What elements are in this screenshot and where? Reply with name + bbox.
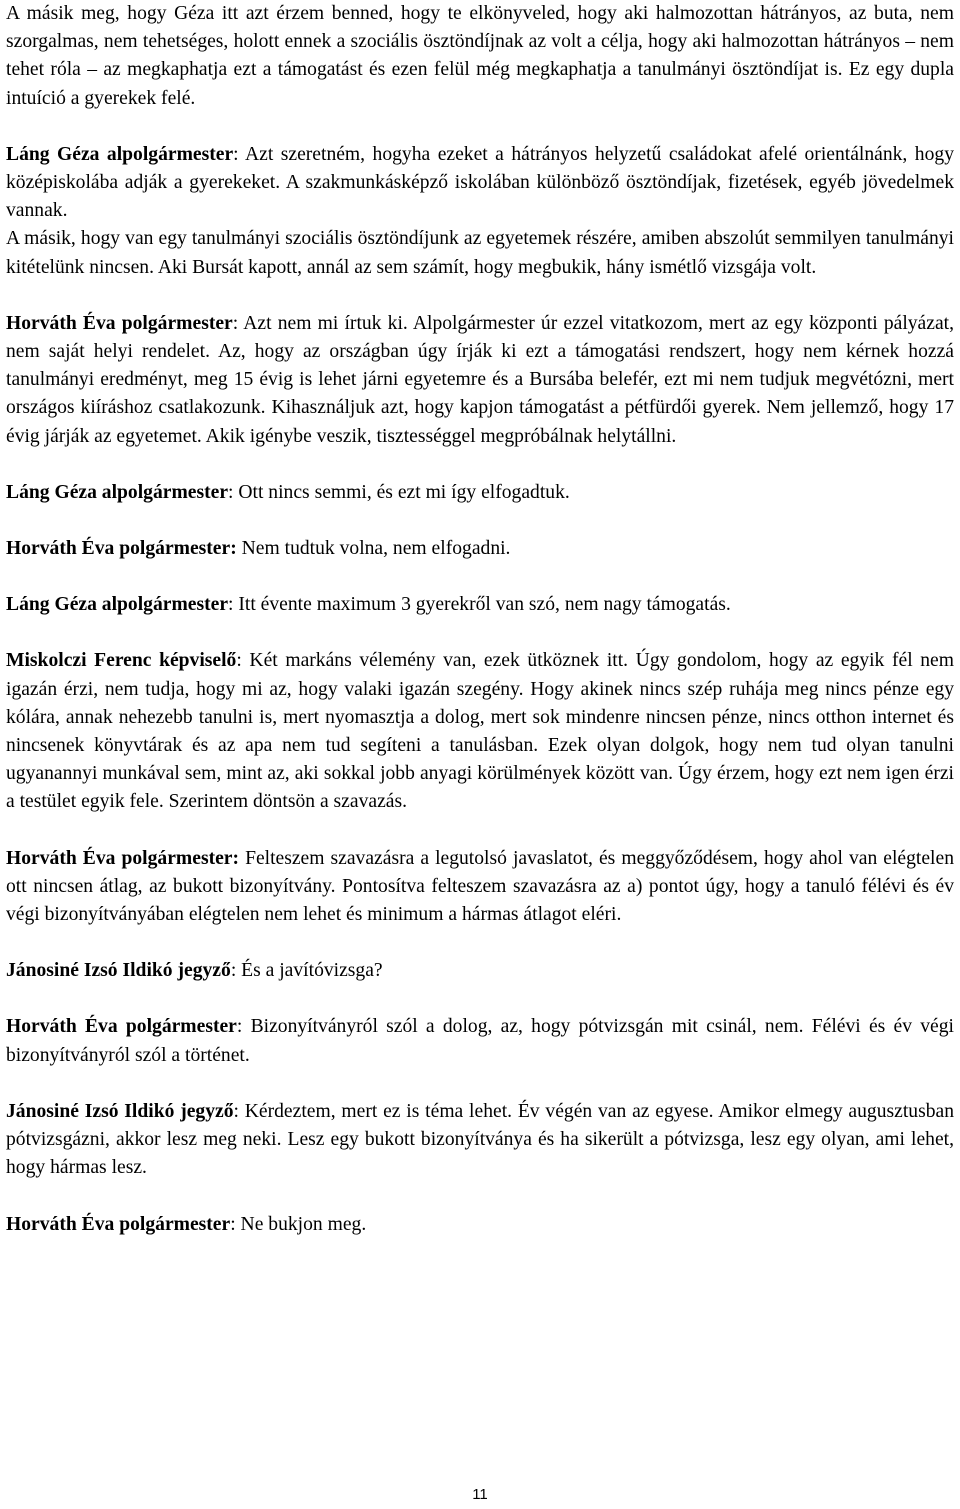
paragraph-text: Nem tudtuk volna, nem elfogadni. [241,538,511,560]
speaker-separator: : [232,312,244,334]
paragraph-4 [6,310,954,451]
paragraph-text: És a javítóvizsga? [241,960,383,982]
speaker-name: Horváth Éva polgármester [6,1213,231,1235]
speaker-separator: : [233,1100,245,1122]
speaker-name: Láng Géza alpolgármester [6,594,229,616]
speaker-name: Horváth Éva polgármester [6,312,233,334]
speaker-separator: : [228,481,239,503]
paragraph-text: A másik, hogy van egy tanulmányi szociális ösztöndíjunk az egyetemek részére, amiben abszolút semmilyen tanulmányi kitételünk nincsen. Aki Bursát kapott, annál az sem számít, hogy megbukik, hány ismétlő vizsgája volt. [6,228,954,278]
paragraph-12 [6,1098,954,1183]
paragraph-text: Azt szeretném, hogyha ezeket a hátrányos helyzetű családokat afelé orientálnánk, hogy középiskolába adják a gyerekeket. A szakmunkásképző iskolában különböző ösztöndíjak, fizetések, egyéb jövedelmek vannak. [6,143,954,222]
paragraph-text: Felteszem szavazásra a legutolsó javaslatot, és meggyőződésem, hogy ahol van elégtelen ott nincsen átlag, az bukott bizonyítvány. Pontosítva felteszem szavazásra az a) pontot úgy, hogy a tanuló félévi és év végi bizonyítványában elégtelen nem lehet és minimum a hármas átlagot eléri. [6,847,954,926]
paragraph-1 [6,0,954,113]
speaker-separator: : [228,594,239,616]
paragraph-8 [6,647,954,816]
paragraph-7 [6,591,954,619]
paragraph-11 [6,1013,954,1069]
speaker-name: Horváth Éva polgármester [6,1016,237,1038]
speaker-separator: : [236,650,250,672]
paragraph-2 [6,141,954,226]
paragraph-text: Azt nem mi írtuk ki. Alpolgármester úr ezzel vitatkozom, mert az egy központi pályázat, nem saját helyi rendelet. Az, hogy az országban úgy írják ki ezt a támogatási rendszert, hogy nem kérnek hozzá tanulmányi eredményt, meg 15 évig is lehet járni egyetemre és a Bursába belefér, ezt mi nem tudjuk megvétózni, mert országos kiíráshoz csatlakozunk. Kihasználjuk azt, hogy kapjon támogatást a pétfürdői gyerek. Nem jellemző, hogy 17 évig járják az egyetemet. Akik igénybe veszik, tisztességgel megpróbálnak helytállni. [6,312,954,447]
speaker-name: Miskolczi Ferenc képviselő [6,650,237,672]
paragraph-9 [6,845,954,930]
paragraph-text: Ott nincs semmi, és ezt mi így elfogadtuk. [238,481,570,503]
speaker-name: Láng Géza alpolgármester [6,481,229,503]
paragraph-text: Itt évente maximum 3 gyerekről van szó, nem nagy támogatás. [238,594,731,616]
paragraph-13 [6,1211,954,1239]
speaker-separator: : [230,960,242,982]
paragraph-10 [6,957,954,985]
speaker-name: Horváth Éva polgármester: [6,538,237,560]
speaker-name: Horváth Éva polgármester: [6,847,240,869]
speaker-separator: : [230,1213,241,1235]
speaker-name: Láng Géza alpolgármester [6,143,234,165]
speaker-separator: : [236,1016,251,1038]
paragraph-text: Ne bukjon meg. [240,1213,367,1235]
speaker-separator: : [233,143,245,165]
paragraph-3 [6,225,954,281]
paragraph-5 [6,479,954,507]
paragraph-6 [6,535,954,563]
document-page [6,0,954,1239]
paragraph-text: Bizonyítványról szól a dolog, az, hogy pótvizsgán mit csinál, nem. Félévi és év végi bizonyítványról szól a történet. [6,1016,954,1066]
speaker-name: Jánosiné Izsó Ildikó jegyző [6,1100,234,1122]
paragraph-text: Két markáns vélemény van, ezek ütköznek itt. Úgy gondolom, hogy az egyik fél nem igazán érzi, nem tudja, hogy mi az, hogy valaki igazán szegény. Hogy akinek nincs szép ruhája meg nincs pénze egy kólára, annak nehezebb tanulni is, mert nyomasztja a dolog, mert sok mindenre nincsen pénze, nincs otthon internet és nincsenek könyvtárak és az apa nem tud segíteni a tanulásban. Ezek olyan dolgok, hogy nem tud olyan tanulni ugyanannyi munkával sem, mint az, aki sokkal jobb anyagi körülmények között van. Úgy érzem, hogy ezt nem igen érzi a testület egyik fele. Szerintem döntsön a szavazás. [6,650,954,813]
paragraph-text: A másik meg, hogy Géza itt azt érzem benned, hogy te elkönyveled, hogy aki halmozottan hátrányos, az buta, nem szorgalmas, nem tehetséges, holott ennek a szociális ösztöndíjnak az volt a célja, hogy aki halmozottan hátrányos – nem tehet róla – az megkaphatja ezt a támogatást és ezen felül még megkaphatja a tanulmányi ösztöndíjat is. Ez egy dupla intuíció a gyerekek felé. [6,3,954,109]
page-number: 11 [472,1486,488,1503]
speaker-name: Jánosiné Izsó Ildikó jegyző [6,960,231,982]
paragraph-text: Kérdeztem, mert ez is téma lehet. Év végén van az egyese. Amikor elmegy augusztusban pótvizsgázni, akkor lesz meg neki. Lesz egy bukott bizonyítványa és ha sikerült a pótvizsga, lesz egy olyan, ami lehet, hogy hármas lesz. [6,1100,954,1179]
